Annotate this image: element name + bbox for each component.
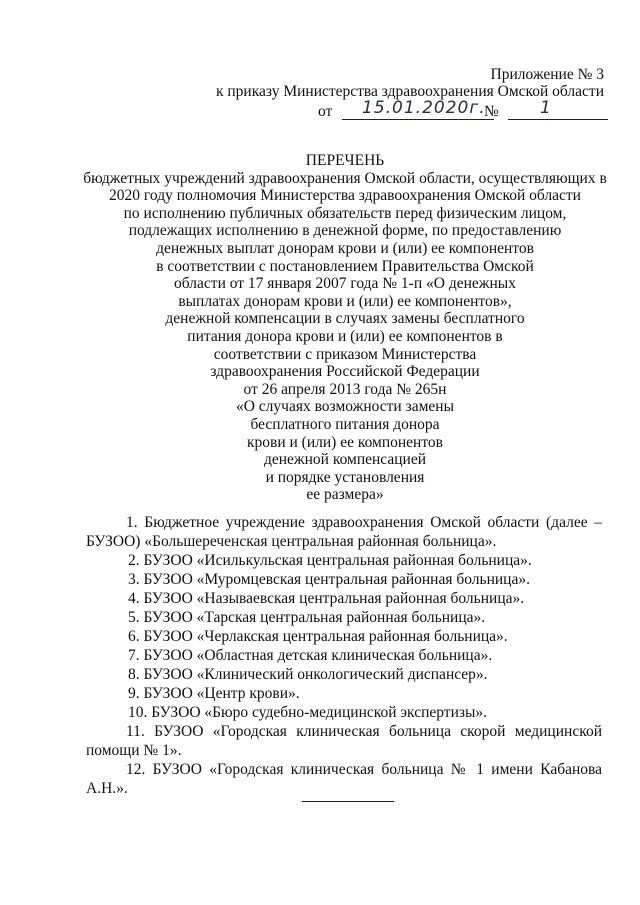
list-item: 3. БУЗОО «Муромцевская центральная районная больница». [128, 571, 530, 588]
document-title [80, 152, 610, 504]
title-line: соответствии с приказом Министерства [213, 345, 477, 363]
list-item: 8. БУЗОО «Клинический онкологический диспансер». [128, 666, 488, 683]
list-item: 6. БУЗОО «Черлакская центральная районная больница». [128, 628, 508, 645]
list-item: 2. БУЗОО «Исилькульская центральная районная больница». [128, 552, 532, 569]
appendix-header [216, 66, 604, 100]
title-line: по исполнению публичных обязательств перед физическим лицом, [123, 204, 567, 222]
title-heading: ПЕРЕЧЕНЬ [305, 152, 385, 169]
order-reference: к приказу Министерства здравоохранения Омской области [215, 83, 604, 100]
list-item: 5. БУЗОО «Тарская центральная районная больница». [128, 609, 486, 626]
title-line: денежной компенсацией [263, 451, 427, 469]
handwritten-date: 15.01.2020г. [362, 98, 486, 118]
title-line: бюджетных учреждений здравоохранения Омской области, осуществляющих в [83, 169, 607, 187]
list-item: 10. БУЗОО «Бюро судебно-медицинской экспертизы». [128, 704, 488, 721]
title-line: в соответствии с постановлением Правительства Омской [156, 257, 534, 275]
institution-list [88, 513, 602, 798]
list-item: 4. БУЗОО «Называевская центральная районная больница». [128, 590, 525, 607]
title-line: от 26 апреля 2013 года № 265н [243, 380, 447, 398]
title-line: денежных выплат донорам крови и (или) ее компонентов [156, 239, 534, 257]
from-label: от [318, 103, 333, 120]
title-line: бесплатного питания донора [250, 415, 440, 433]
closing-divider [302, 801, 394, 802]
number-underline [508, 101, 608, 120]
list-item: 7. БУЗОО «Областная детская клиническая больница». [128, 647, 493, 664]
title-line: крови и (или) ее компонентов [246, 433, 443, 451]
number-label: № [484, 103, 499, 120]
title-line: «О случаях возможности замены [235, 398, 454, 416]
title-line: денежной компенсации в случаях замены бесплатного [165, 310, 525, 328]
title-line: здравоохранения Российской Федерации [210, 363, 480, 381]
title-line: области от 17 января 2007 года № 1-п «О денежных [174, 275, 516, 293]
title-line: ее размера» [306, 486, 384, 504]
list-item: 1. Бюджетное учреждение здравоохранения Омской области (далее – БУЗОО) «Большереченская центральная районная больница». [86, 514, 602, 550]
title-line: выплатах донорам крови и (или) ее компонентов», [178, 292, 512, 310]
title-line: 2020 году полномочия Министерства здравоохранения Омской области [109, 187, 581, 205]
title-line: питания донора крови и (или) ее компонентов в [187, 327, 503, 345]
title-line: и порядке установления [265, 468, 425, 486]
list-item: 11. БУЗОО «Городская клиническая больница скорой медицинской помощи № 1». [86, 723, 602, 759]
order-date-number-row [318, 98, 608, 121]
list-item: 9. БУЗОО «Центр крови». [128, 685, 300, 702]
appendix-number: Приложение № 3 [490, 66, 604, 83]
handwritten-number: 1 [540, 98, 551, 118]
list-item: 12. БУЗОО «Городская клиническая больница № 1 имени Кабанова А.Н.». [86, 761, 602, 797]
title-line: подлежащих исполнению в денежной форме, по предоставлению [128, 222, 562, 240]
